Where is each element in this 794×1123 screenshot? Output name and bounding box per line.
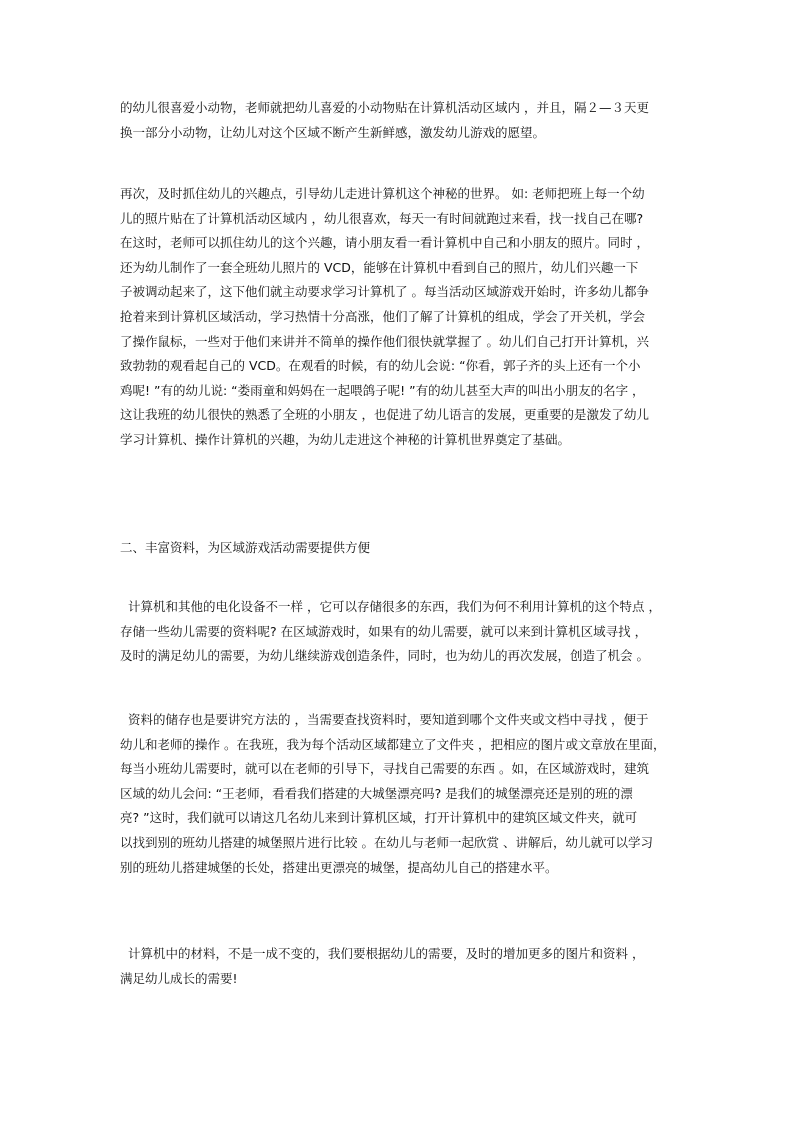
text-line: 存储一些幼儿需要的资料呢? 在区域游戏时，如果有的幼儿需要，就可以来到计算机区域寻找 ， [120,623,648,639]
text-line: 资料的储存也是要讲究方法的 ，当需要查找资料时，要知道到哪个文件夹或文档中寻找 ，便于 [128,712,649,727]
text-line: 满足幼儿成长的需要! [120,970,238,986]
text-line: 的幼儿很喜爱小动物，老师就把幼儿喜爱的小动物贴在计算机活动区域内 ，并且，隔２—３天更 [120,100,649,115]
text-line: 亮? ”这时，我们就可以请这几名幼儿来到计算机区域，打开计算机中的建筑区域文件夹，就可 [120,810,638,826]
text-line: 别的班幼儿搭建城堡的长处，搭建出更漂亮的城堡，提高幼儿自己的搭建水平。 [120,859,558,875]
text-line: 及时的满足幼儿的需要，为幼儿继续游戏创造条件，同时，也为幼儿的再次发展，创造了机会 。 [120,648,649,664]
text-line: 以找到别的班幼儿搭建的城堡照片进行比较 。在幼儿与老师一起欣赏 、讲解后，幼儿就可以学习 [120,834,653,850]
paragraph-storage [120,595,680,669]
text-line: 抢着来到计算机区域活动，学习热情十分高涨，他们了解了计算机的组成，学会了开关机，学会 [120,308,646,324]
paragraph-methods [120,708,680,880]
text-line: 这让我班的幼儿很快的熟悉了全班的小朋友 ，也促进了幼儿语言的发展，更重要的是激发了幼儿 [120,407,649,423]
text-line: 学习计算机、操作计算机的兴趣，为幼儿走进这个神秘的计算机世界奠定了基础。 [120,431,571,447]
text-line: 再次，及时抓住幼儿的兴趣点，引导幼儿走进计算机这个神秘的世界。 如: 老师把班上每一个幼 [120,186,645,201]
text-line: 鸡呢! ”有的幼儿说: “娄雨童和妈妈在一起喂鸽子呢! ”有的幼儿甚至大声的叫出小朋友的名字 ， [120,382,645,398]
paragraph-animals [120,96,680,145]
text-line: 计算机和其他的电化设备不一样 ，它可以存储很多的东西，我们为何不利用计算机的这个特点 ， [128,599,661,614]
text-line: 儿的照片贴在了计算机活动区域内 ，幼儿很喜欢，每天一有时间就跑过来看，找一找自己在哪? [120,210,644,226]
text-line: 幼儿和老师的操作 。在我班，我为每个活动区域都建立了文件夹 ，把相应的图片或文章放在里面， [120,736,666,752]
paragraph-materials [120,942,680,991]
text-line: 在这时，老师可以抓住幼儿的这个兴趣，请小朋友看一看计算机中自己和小朋友的照片。同时 ， [120,235,649,251]
text-line: 子被调动起来了，这下他们就主动要求学习计算机了 。每当活动区域游戏开始时，许多幼儿都争 [120,284,649,300]
section-title: 二、丰富资料，为区域游戏活动需要提供方便 [120,540,371,555]
text-line: 计算机中的材料，不是一成不变的，我们要根据幼儿的需要，及时的增加更多的图片和资料 ， [128,946,645,961]
paragraph-interest [120,182,680,453]
text-line: 了操作鼠标，一些对于他们来讲并不简单的操作他们很快就掌握了 。幼儿们自己打开计算机，兴 [120,333,649,349]
text-line: 还为幼儿制作了一套全班幼儿照片的 VCD，能够在计算机中看到自己的照片，幼儿们兴趣一下 [120,259,639,275]
section-heading [120,536,680,561]
text-line: 区域的幼儿会问: “王老师，看看我们搭建的大城堡漂亮吗? 是我们的城堡漂亮还是别的班的漂 [120,785,633,801]
text-line: 换一部分小动物，让幼儿对这个区域不断产生新鲜感，激发幼儿游戏的愿望。 [120,124,546,140]
text-line: 致勃勃的观看起自己的 VCD。在观看的时候，有的幼儿会说: “你看，郭子齐的头上还有一个小 [120,358,641,374]
text-line: 每当小班幼儿需要时，就可以在老师的引导下，寻找自己需要的东西 。如，在区域游戏时，建筑 [120,761,649,777]
